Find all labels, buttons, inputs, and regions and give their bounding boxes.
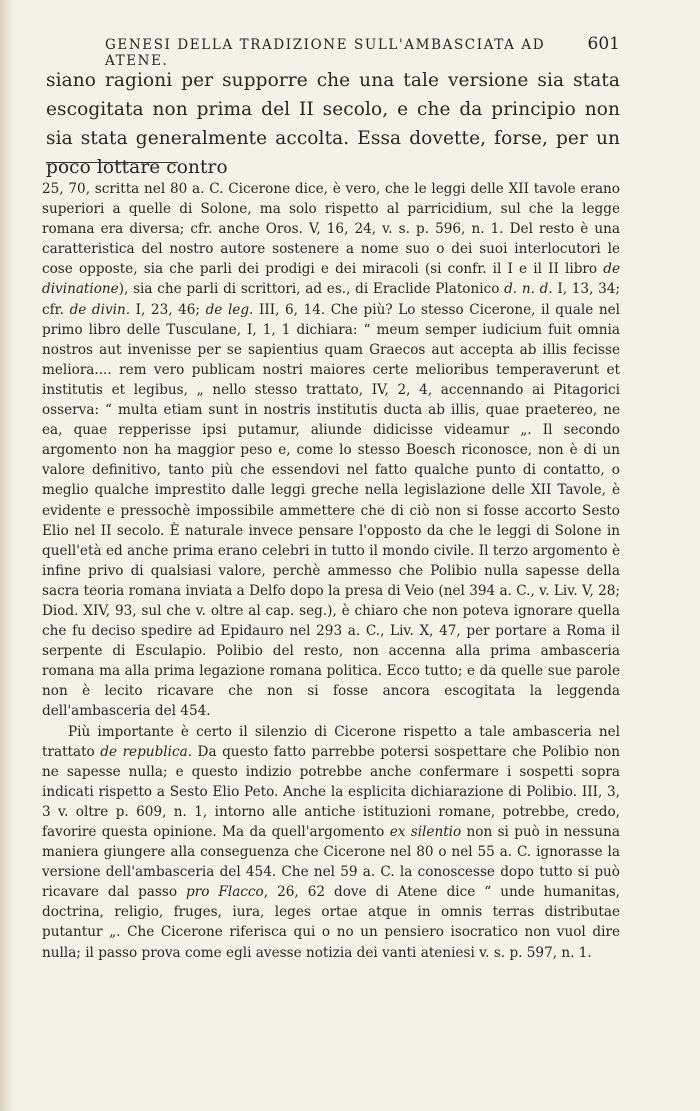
footnote-text: Più importante è certo il silenzio di Cicerone rispetto a tale ambasceria nel trattato	[42, 723, 620, 760]
citation-title: de leg.	[205, 301, 254, 318]
footnote-separator	[46, 162, 178, 163]
body-text: siano ragioni per supporre che una tale versione sia stata escogitata non prima del II secolo, e che da principio non sia stata generalmente accolta. Essa dovette, forse, per un poco lottare contro	[46, 70, 620, 178]
footnote-text: III, 6, 14. Che più? Lo stesso Cicerone, il quale nel primo libro delle Tusculane, I, 1, 1 dichiara: “ meum semper iudicium fuit omnia nostros aut invenisse per se sapientius quam Graecos aut accepta ab illis fecisse meliora.... rem vero publicam nostri maiores certe melioribus temperaverunt et institutis et legibus, „ nello stesso trattato, IV, 2, 4, accennando ai Pitagorici osserva: “ multa etiam sunt in nostris institutis ducta ab illis, quae praetereo, ne ea, quae repperisse ipsi putamur, aliunde didicisse videamur „. Il secondo argomento non ha maggior peso e, come lo stesso Boesch riconosce, non è di un valore definitivo, tanto più che essendovi nel fatto qualche punto di contatto, o meglio qualche imprestito dalle leggi greche nella legislazione delle XII Tavole, è evidente e pressochè impossibile ammettere che di ciò non si fosse accorto Sesto Elio nel II secolo. È naturale invece pensare l'opposto da che le leggi di Solone in quell'età ed anche prima erano celebri in tutto il mondo civile. Il terzo argomento è infine privo di qualsiasi valore, perchè ammesso che Polibio nulla sapesse della sacra teoria romana inviata a Delfo dopo la presa di Veio (nel 394 a. C., v. Liv. V, 28; Diod. XIV, 93, sul che v. oltre al cap. seg.), è chiaro che non poteva ignorare quella che fu deciso spedire ad Epidauro nel 293 a. C., Liv. X, 47, per portare a Roma il serpente di Esculapio. Polibio del resto, non accenna alla prima ambasceria romana ma alla prima legazione romana politica. Ecco tutto; e da quelle sue parole non è lecito ricavare che non si fosse ancora escogitata la leggenda dell'ambasceria del 454.	[42, 301, 620, 720]
running-header	[105, 34, 620, 69]
footnote-paragraph-2	[42, 722, 620, 963]
footnote-text: I, 23, 46;	[130, 301, 206, 318]
citation-title: d. n. d.	[504, 281, 553, 298]
page-number: 601	[587, 34, 620, 54]
footnote-text: . Da questo fatto parrebbe potersi sospettare che Polibio non ne sapesse nulla; e questo indizio potrebbe anche confermare i sospetti sopra indicati rispetto a Sesto Elio Peto. Anche la esplicita dichiarazione di Polibio. III, 3, 3 v. oltre p. 609, n. 1, intorno alle antiche istituzioni romane, potrebbe, credo, favorire questa opinione. Ma da quell'argomento	[42, 743, 620, 840]
footnote-text: I, 13, 34; cfr.	[42, 281, 620, 318]
footnote-text: ), sia che parli di scrittori, ad es., di Eraclide Platonico	[118, 281, 505, 298]
footnote-text: non si può in nessuna maniera giungere alla conseguenza che Cicerone nel 80 o nel 55 a. C. ignorasse la versione dell'ambasceria del 454. Che nel 59 a. C. la conoscesse dopo tutto si può ricavare dal passo	[42, 824, 621, 901]
citation-title: de divinatione	[42, 261, 620, 298]
citation-title: pro Flacco	[186, 884, 264, 901]
footnote-text: 25, 70, scritta nel 80 a. C. Cicerone dice, è vero, che le leggi delle XII tavole erano superiori a quelle di Solone, ma solo rispetto al parricidium, sul che la legge romana era diversa; cfr. anche Oros. V, 16, 24, v. s. p. 596, n. 1. Del resto è una caratteristica del nostro autore sostenere a nome suo o dei suoi interlocutori le cose opposte, sia che parli dei prodigi e dei miracoli (si confr. il I e il II libro	[42, 181, 620, 278]
footnote-text: , 26, 62 dove di Atene dice “ unde humanitas, doctrina, religio, fruges, iura, leges ortae atque in omnis terras distributae putantur „. Che Cicerone riferisca qui o no un pensiero isocratico non vuol dire nulla; il passo prova come egli avesse notizia dei vanti ateniesi v. s. p. 597, n. 1.	[42, 884, 621, 961]
citation-title: ex silentio	[389, 824, 462, 840]
running-title: GENESI DELLA TRADIZIONE SULL'AMBASCIATA AD ATENE.	[105, 37, 546, 69]
footnote-paragraph-1	[42, 179, 620, 722]
citation-title: de divin.	[69, 301, 131, 318]
citation-title: de republica	[100, 743, 188, 760]
footnote	[42, 179, 620, 963]
page-edge-shadow	[0, 0, 14, 1111]
